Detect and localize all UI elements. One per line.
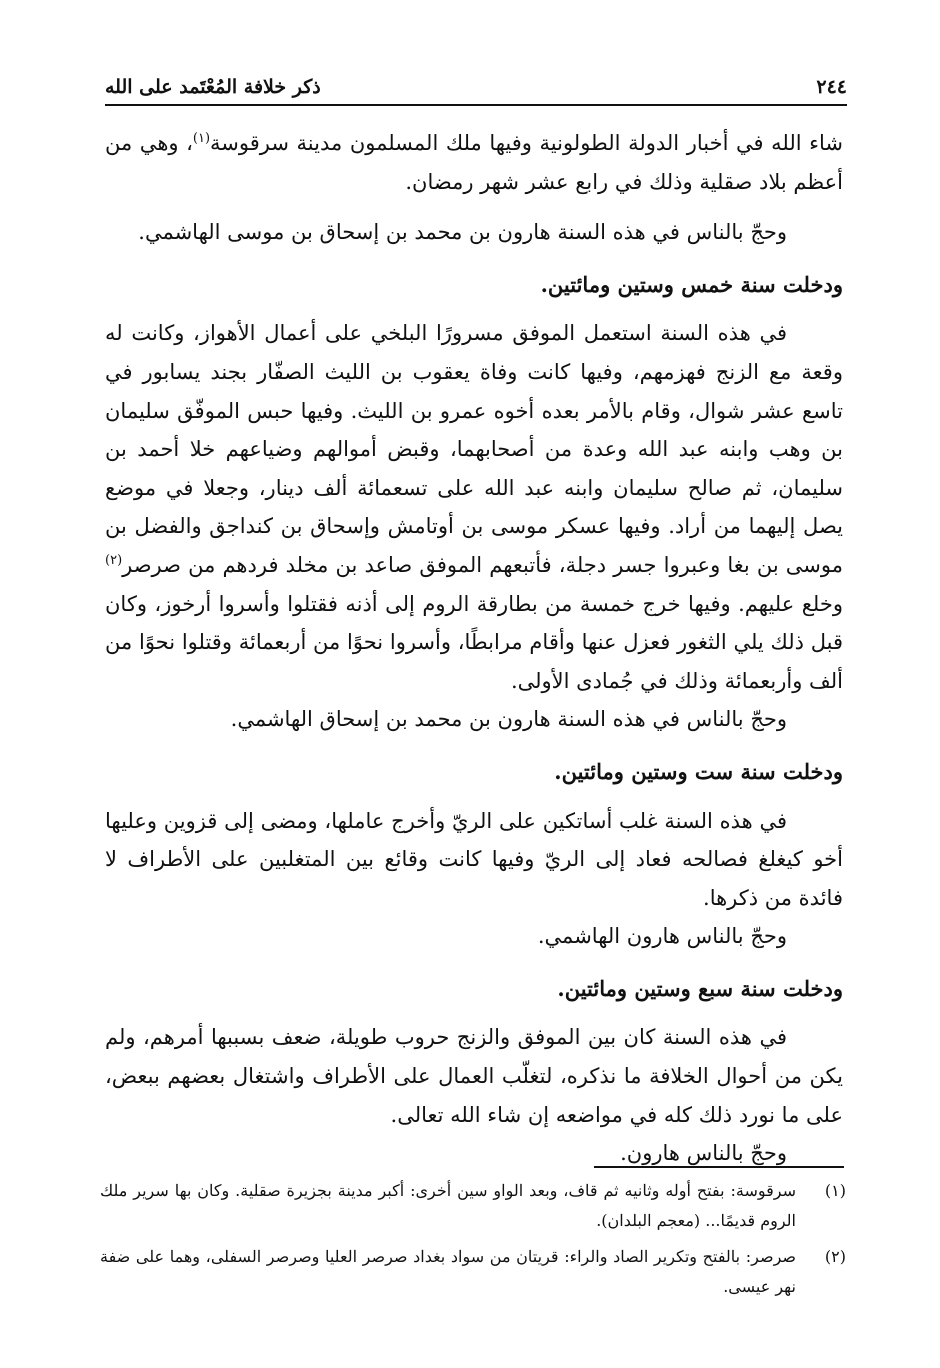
year-heading: ودخلت سنة خمس وستين ومائتين.: [540, 271, 843, 297]
footnote-reference[interactable]: (٢): [105, 552, 123, 568]
page-number: ٢٤٤: [816, 76, 847, 98]
paragraph-text: وخلع عليهم. وفيها خرج خمسة من بطارقة الروم إلى أذنه فقتلوا وأسروا أرخوز، وكان قبل ذلك يلي الثغور فعزل عنها وأقام مرابطًا، وأسروا نحوًا من أربعمائة وقتلوا نحوًا من ألف وأربعمائة وذلك في جُمادى الأولى.: [105, 591, 843, 693]
paragraph-text: في هذه السنة استعمل الموفق مسرورًا البلخي على أعمال الأهواز، وكانت له وقعة مع الزنج فهزمهم، وفيها كانت وفاة يعقوب بن الليث الصفّار بجند يسابور في تاسع عشر شوال، وقام بالأمر بعده أخوه عمرو بن الليث. وفيها حبس الموفّق سليمان بن وهب وابنه عبد الله وعدة من أصحابهما، وقبض أموالهم وضياعهم خلا أحمد بن سليمان، ثم صالح سليمان وابنه عبد الله على تسعمائة ألف دينار، وجعلا في موضع يصل إليهما من أراد. وفيها عسكر موسى بن أوتامش وإسحاق بن كنداجق والفضل بن موسى بن بغا وعبروا جسر دجلة، فأتبعهم الموفق صاعد بن مخلد فردهم من صرصر: [105, 321, 843, 577]
running-header: [105, 72, 847, 106]
paragraph-continuation: [105, 124, 843, 201]
footnotes: [100, 1176, 846, 1308]
year-heading: ودخلت سنة ست وستين ومائتين.: [554, 758, 843, 784]
pilgrimage-note: وحجّ بالناس في هذه السنة هارون بن محمد بن إسحاق الهاشمي.: [230, 707, 787, 732]
running-title: ذكر خلافة المُعْتَمد على الله: [105, 76, 321, 98]
footnote-rule: [594, 1166, 844, 1168]
pilgrimage-note: وحجّ بالناس في هذه السنة هارون بن محمد بن إسحاق بن موسى الهاشمي.: [138, 220, 787, 245]
footnote-text: صرصر: بالفتح وتكرير الصاد والراء: قريتان من سواد بغداد صرصر العليا وصرصر السفلى، وهما على ضفة نهر عيسى.: [100, 1247, 796, 1296]
pilgrimage-note: وحجّ بالناس هارون.: [620, 1141, 787, 1166]
footnote-mark: (١): [824, 1181, 846, 1200]
footnote-text: سرقوسة: بفتح أوله وثانيه ثم قاف، وبعد الواو سين أخرى: أكبر مدينة بجزيرة صقلية. وكان بها سرير ملك الروم قديمًا... (معجم البلدان).: [100, 1181, 796, 1230]
footnote: [100, 1176, 846, 1236]
paragraph-text: شاء الله في أخبار الدولة الطولونية وفيها ملك المسلمون مدينة سرقوسة: [210, 131, 843, 155]
footnote: [100, 1242, 846, 1302]
footnote-mark: (٢): [824, 1247, 846, 1266]
paragraph-text: ، وهي من أعظم بلاد صقلية وذلك في رابع عشر شهر رمضان.: [105, 131, 843, 194]
header-rule: [105, 104, 847, 106]
paragraph: في هذه السنة كان بين الموفق والزنج حروب طويلة، ضعف بسببها أمرهم، ولم يكن من أحوال الخلافة ما نذكره، لتغلّب العمال على الأطراف واشتغال بعضهم ببعض، على ما نورد ذلك كله في مواضعه إن شاء الله تعالى.: [105, 1025, 843, 1127]
main-text: [105, 124, 843, 1173]
paragraph: [105, 314, 843, 700]
pilgrimage-note: وحجّ بالناس هارون الهاشمي.: [537, 924, 787, 949]
year-heading: ودخلت سنة سبع وستين ومائتين.: [557, 975, 843, 1001]
paragraph: في هذه السنة غلب أساتكين على الريّ وأخرج عاملها، ومضى إلى قزوين وعليها أخو كيغلغ فصالحه فعاد إلى الريّ وفيها كانت وقائع بين المتغلبين على الأطراف لا فائدة من ذكرها.: [105, 808, 843, 910]
footnote-reference[interactable]: (١): [192, 131, 211, 146]
